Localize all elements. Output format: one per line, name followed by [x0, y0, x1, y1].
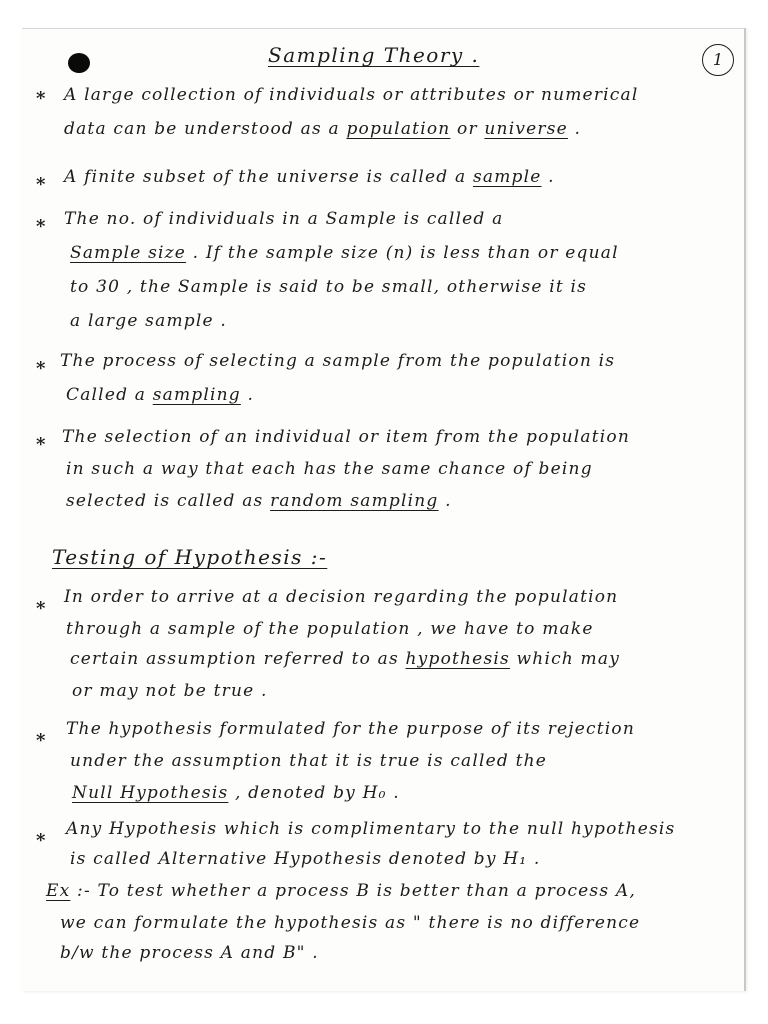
sampling-b3-line1: The no. of individuals in a Sample is called a	[64, 209, 504, 229]
sampling-b1-line2: data can be understood as a population or universe .	[64, 119, 582, 139]
section-heading-hypothesis: Testing of Hypothesis :-	[52, 545, 328, 569]
bullet-star-icon: *	[36, 174, 46, 195]
bullet-star-icon: *	[36, 216, 46, 237]
sampling-b4-line1: The process of selecting a sample from the population is	[60, 351, 616, 371]
sampling-b3-line2: Sample size . If the sample size (n) is less than or equal	[70, 243, 619, 263]
term-sample-size: Sample size	[70, 243, 187, 263]
hypothesis-b2-line1: The hypothesis formulated for the purpose of its rejection	[66, 719, 636, 739]
term-population: population	[346, 119, 451, 139]
hypothesis-b2-line3: Null Hypothesis , denoted by H₀ .	[72, 783, 400, 803]
bullet-star-icon: *	[36, 730, 46, 751]
term-random-sampling: random sampling	[270, 491, 439, 511]
sampling-b2-line1: A finite subset of the universe is called a sample .	[64, 167, 555, 187]
sampling-b3-line3: to 30 , the Sample is said to be small, otherwise it is	[70, 277, 588, 297]
hypothesis-b1-line4: or may not be true .	[72, 681, 268, 701]
sampling-b5-line2: in such a way that each has the same chance of being	[66, 459, 593, 479]
term-null-hypothesis: Null Hypothesis	[72, 783, 229, 803]
page-title: Sampling Theory .	[268, 43, 480, 67]
bullet-star-icon: *	[36, 358, 46, 379]
example-line1: Ex :- To test whether a process B is better than a process A,	[46, 881, 636, 901]
hypothesis-b1-line1: In order to arrive at a decision regarding the population	[64, 587, 619, 607]
term-hypothesis: hypothesis	[405, 649, 510, 669]
example-line3: b/w the process A and B" .	[60, 943, 319, 963]
bullet-star-icon: *	[36, 88, 46, 109]
page-number: 1	[702, 44, 734, 76]
bullet-star-icon: *	[36, 830, 46, 851]
bullet-star-icon: *	[36, 434, 46, 455]
example-line2: we can formulate the hypothesis as " there is no difference	[60, 913, 641, 933]
sampling-b5-line1: The selection of an individual or item from the population	[62, 427, 630, 447]
term-sample: sample	[472, 167, 542, 187]
example-label: Ex	[46, 881, 71, 901]
sampling-b4-line2: Called a sampling .	[66, 385, 255, 405]
punch-hole-mark	[68, 53, 90, 73]
hypothesis-b2-line2: under the assumption that it is true is called the	[70, 751, 548, 771]
term-universe: universe	[484, 119, 568, 139]
sampling-b1-line1: A large collection of individuals or attributes or numerical	[64, 85, 639, 105]
term-sampling: sampling	[152, 385, 241, 405]
sampling-b5-line3: selected is called as random sampling .	[66, 491, 452, 511]
hypothesis-b1-line2: through a sample of the population , we have to make	[66, 619, 594, 639]
sampling-b3-line4: a large sample .	[70, 311, 227, 331]
bullet-star-icon: *	[36, 598, 46, 619]
hypothesis-b1-line3: certain assumption referred to as hypothesis which may	[70, 649, 621, 669]
hypothesis-b3-line2: is called Alternative Hypothesis denoted by H₁ .	[70, 849, 541, 869]
hypothesis-b3-line1: Any Hypothesis which is complimentary to the null hypothesis	[66, 819, 676, 839]
